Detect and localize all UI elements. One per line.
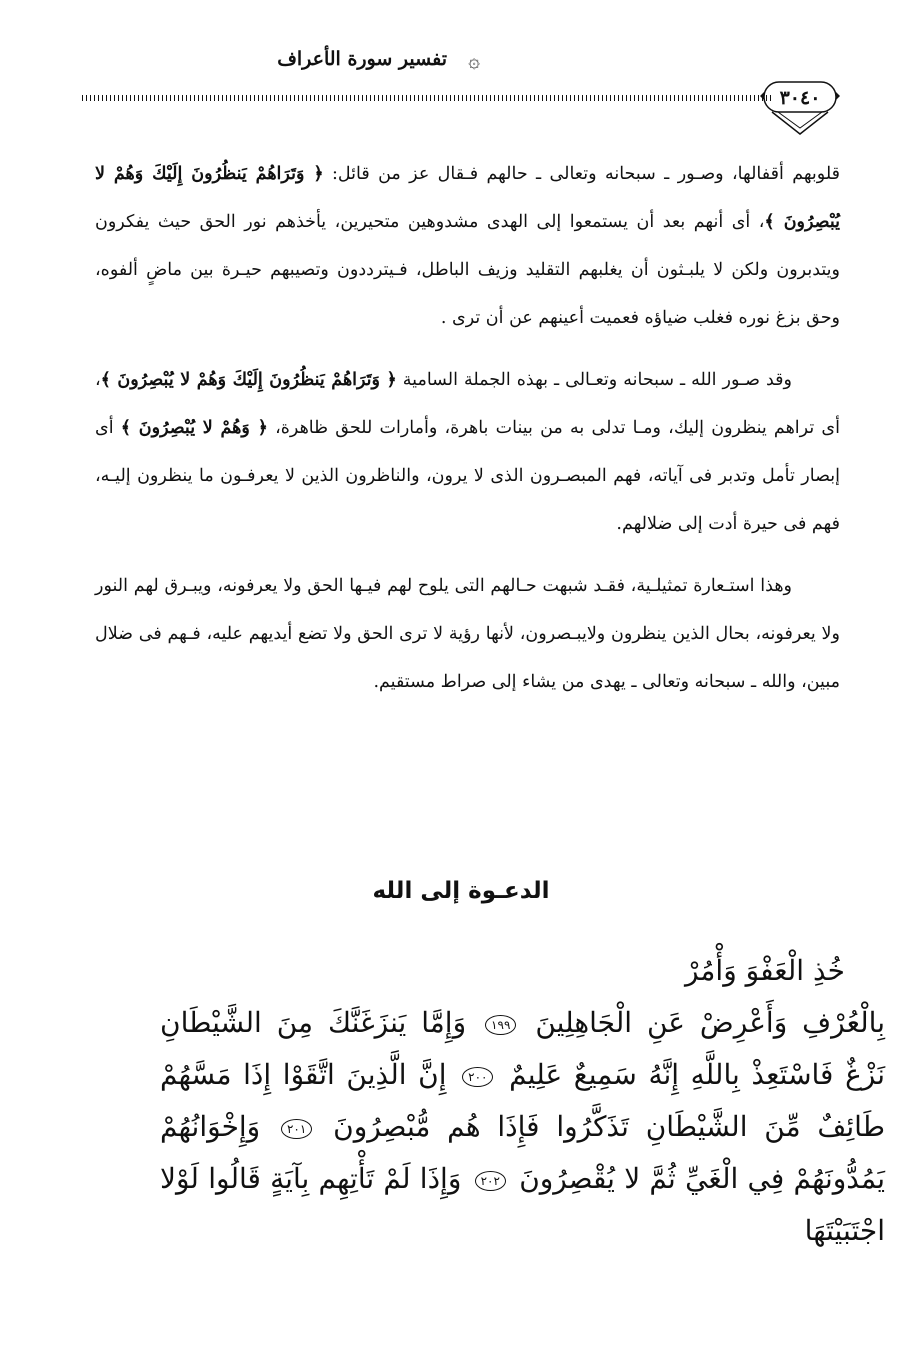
verse-text: وَإِخْوَانُهُمْ يَمُدُّونَهُمْ فِي الْغَيِّ ثُمَّ لا يُقْصِرُونَ (160, 1110, 885, 1195)
verse-text: وَإِذَا لَمْ تَأْتِهِم بِآيَةٍ قَالُوا لَوْلا اجْتَبَيْتَهَا (160, 1162, 885, 1247)
commentary-text (95, 150, 840, 720)
paragraph (95, 562, 840, 706)
verse-number-marker: ١٩٩ (485, 1015, 516, 1035)
paragraph (95, 356, 840, 548)
header-rule (82, 95, 772, 101)
flower-ornament-icon: ۞ (468, 48, 480, 72)
quran-quote: ﴿ وَتَرَاهُمْ يَنظُرُونَ إِلَيْكَ وَهُمْ لا يُبْصِرُونَ ﴾ (100, 370, 397, 390)
text-run: وقد صـور الله ـ سبحانه وتعـالى ـ بهذه الجملة السامية (402, 370, 792, 390)
text-run: قلوبهم أقفالها، وصـور ـ سبحانه وتعالى ـ حالهم فـقال عز من قائل: (331, 164, 840, 184)
verse-number-marker: ٢٠٢ (475, 1171, 506, 1191)
text-run: وهذا استـعارة تمثيلـية، فقـد شبهت حـالهم التى يلوح لهم فيـها الحق ولا يعرفونه، ويبـرق لهم النور ولا يعرفونه، بحال الذين ينظرون ولايبـصرون، لأنها رؤية لا ترى الحق ولا تضع أيديهم عليه، فـهم فى ضلال مبين، والله ـ سبحانه وتعالى ـ يهدى من يشاء إلى صراط مستقيم. (95, 576, 840, 692)
quran-quote: ﴿ وَهُمْ لا يُبْصِرُونَ ﴾ (120, 418, 268, 438)
text-run: أى إبصار تأمل وتدبر فى آياته، فهم المبصـرون الذى لا يرون، والناظرون الذين لا يعرفـون ما ينظرون إليـه، فهم فى حيرة أدت إلى ضلالهم. (95, 418, 840, 534)
text-run: ، أى أنهم بعد أن يستمعوا إلى الهدى مشدوهين متحيرين، يأخذهم نور الحق حيث يفكرون ويتدبرون ولكن لا يلبـثون أن يغلبهم التقليد وزيف الباطل، فـيترددون وتصيبهم حيـرة بين ماضٍ ألفوه، وحق بزغ نوره فغلب ضياؤه فعميت أعينهم عن أن ترى . (95, 212, 840, 328)
verse-text: بِالْعُرْفِ وَأَعْرِضْ عَنِ الْجَاهِلِينَ (535, 1006, 885, 1039)
quran-quote: ﴿ وَتَرَاهُمْ يَنظُرُونَ إِلَيْكَ وَهُمْ لا يُبْصِرُونَ ﴾ (95, 164, 840, 232)
verse-number-marker: ٢٠٠ (462, 1067, 493, 1087)
verse-text: وَإِمَّا يَنزَغَنَّكَ مِنَ الشَّيْطَانِ نَزْغٌ فَاسْتَعِذْ بِاللَّهِ إِنَّهُ سَمِيعٌ عَلِيمٌ (160, 1006, 886, 1091)
quran-verses (160, 945, 885, 1257)
paragraph (95, 150, 840, 342)
text-run: ، أى تراهم ينظرون إليك، ومـا تدلى به من بينات باهرة، وأمارات للحق ظاهرة، (95, 370, 840, 438)
verse-opening: خُذِ الْعَفْوَ وَأْمُرْ (684, 954, 845, 987)
page-number-badge (758, 78, 842, 138)
page-header (82, 38, 842, 118)
page-number: ٣٠٤٠ (779, 87, 821, 109)
section-title: الدعـوة إلى الله (372, 878, 550, 904)
running-title: تفسير سورة الأعراف (277, 48, 447, 70)
verse-text: إِنَّ الَّذِينَ اتَّقَوْا إِذَا مَسَّهُمْ طَائِفٌ مِّنَ الشَّيْطَانِ تَذَكَّرُوا فَإِذَا هُم مُّبْصِرُونَ (160, 1058, 885, 1143)
verse-number-marker: ٢٠١ (281, 1119, 312, 1139)
